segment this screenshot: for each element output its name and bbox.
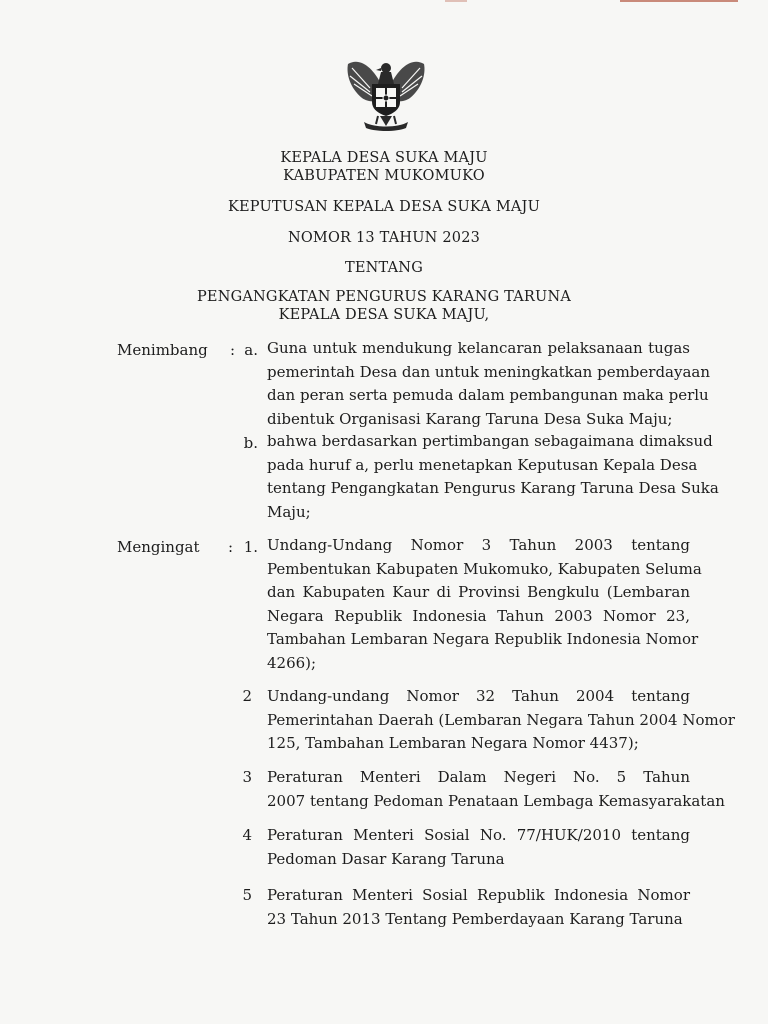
decree-number: NOMOR 13 TAHUN 2023 xyxy=(287,230,481,246)
about-heading: TENTANG xyxy=(345,260,423,276)
scan-edge-mark xyxy=(620,0,738,2)
text-line: tentang Pengangkatan Pengurus Karang Taruna Desa Suka xyxy=(267,479,719,497)
text-line: Pedoman Dasar Karang Taruna xyxy=(267,849,505,868)
text-line: Guna untuk mendukung kelancaran pelaksanaan tugas xyxy=(267,339,690,357)
text-line: pada huruf a, perlu menetapkan Keputusan Kepala Desa xyxy=(267,455,698,474)
decree-subject: PENGANGKATAN PENGURUS KARANG TARUNA xyxy=(196,289,572,305)
text-line: Pembentukan Kabupaten Mukomuko, Kabupaten Seluma xyxy=(267,559,702,578)
scan-edge-mark xyxy=(445,0,467,2)
item-marker: 3 xyxy=(242,768,252,786)
section-colon: : xyxy=(230,341,236,359)
text-line: Negara Republik Indonesia Tahun 2003 Nomor 23, xyxy=(267,606,690,625)
item-marker: 5 xyxy=(242,886,252,904)
text-line: dan peran serta pemuda dalam pembangunan maka perlu xyxy=(267,386,709,404)
issuer-title: KEPALA DESA SUKA MAJU xyxy=(280,150,488,166)
legal-basis-item-1 xyxy=(267,534,702,675)
text-line: Undang-Undang Nomor 3 Tahun 2003 tentang xyxy=(267,536,690,554)
text-line: 2007 tentang Pedoman Penataan Lembaga Kemasyarakatan xyxy=(267,791,725,810)
item-marker: 4 xyxy=(242,826,252,844)
text-line: dibentuk Organisasi Karang Taruna Desa Suka Maju; xyxy=(267,409,673,428)
text-line: Peraturan Menteri Sosial No. 77/HUK/2010 tentang xyxy=(267,826,690,844)
text-line: bahwa berdasarkan pertimbangan sebagaimana dimaksud xyxy=(267,432,713,450)
text-line: Peraturan Menteri Sosial Republik Indonesia Nomor xyxy=(267,886,690,904)
issuer-statement: KEPALA DESA SUKA MAJU, xyxy=(278,307,490,323)
text-line: Peraturan Menteri Dalam Negeri No. 5 Tahun xyxy=(267,768,690,786)
item-marker: b. xyxy=(243,434,258,452)
garuda-pancasila-emblem-icon xyxy=(340,54,432,134)
text-line: pemerintah Desa dan untuk meningkatkan pemberdayaan xyxy=(267,362,711,381)
text-line: 4266); xyxy=(267,653,317,672)
section-colon: : xyxy=(228,538,234,556)
legal-basis-item-5 xyxy=(267,884,690,931)
text-line: dan Kabupaten Kaur di Provinsi Bengkulu (Lembaran xyxy=(267,583,690,601)
regency-title: KABUPATEN MUKOMUKO xyxy=(283,168,485,184)
text-line: Maju; xyxy=(267,502,311,521)
decree-title: KEPUTUSAN KEPALA DESA SUKA MAJU xyxy=(227,199,540,215)
legal-basis-item-2 xyxy=(267,685,735,756)
considering-item-b xyxy=(267,430,719,524)
legal-basis-item-3 xyxy=(267,766,725,813)
section-label-mengingat: Mengingat xyxy=(117,538,200,556)
legal-basis-item-4 xyxy=(267,824,690,871)
text-line: 23 Tahun 2013 Tentang Pemberdayaan Karang Taruna xyxy=(267,909,683,928)
item-marker: 1. xyxy=(243,538,258,556)
item-marker: a. xyxy=(244,341,258,359)
item-marker: 2 xyxy=(242,687,252,705)
text-line: 125, Tambahan Lembaran Negara Nomor 4437); xyxy=(267,734,639,752)
text-line: Pemerintahan Daerah (Lembaran Negara Tahun 2004 Nomor xyxy=(267,710,735,729)
text-line: Undang-undang Nomor 32 Tahun 2004 tentang xyxy=(267,687,690,705)
text-line: Tambahan Lembaran Negara Republik Indonesia Nomor xyxy=(267,630,699,648)
section-label-menimbang: Menimbang xyxy=(117,341,208,359)
considering-item-a xyxy=(267,337,711,431)
